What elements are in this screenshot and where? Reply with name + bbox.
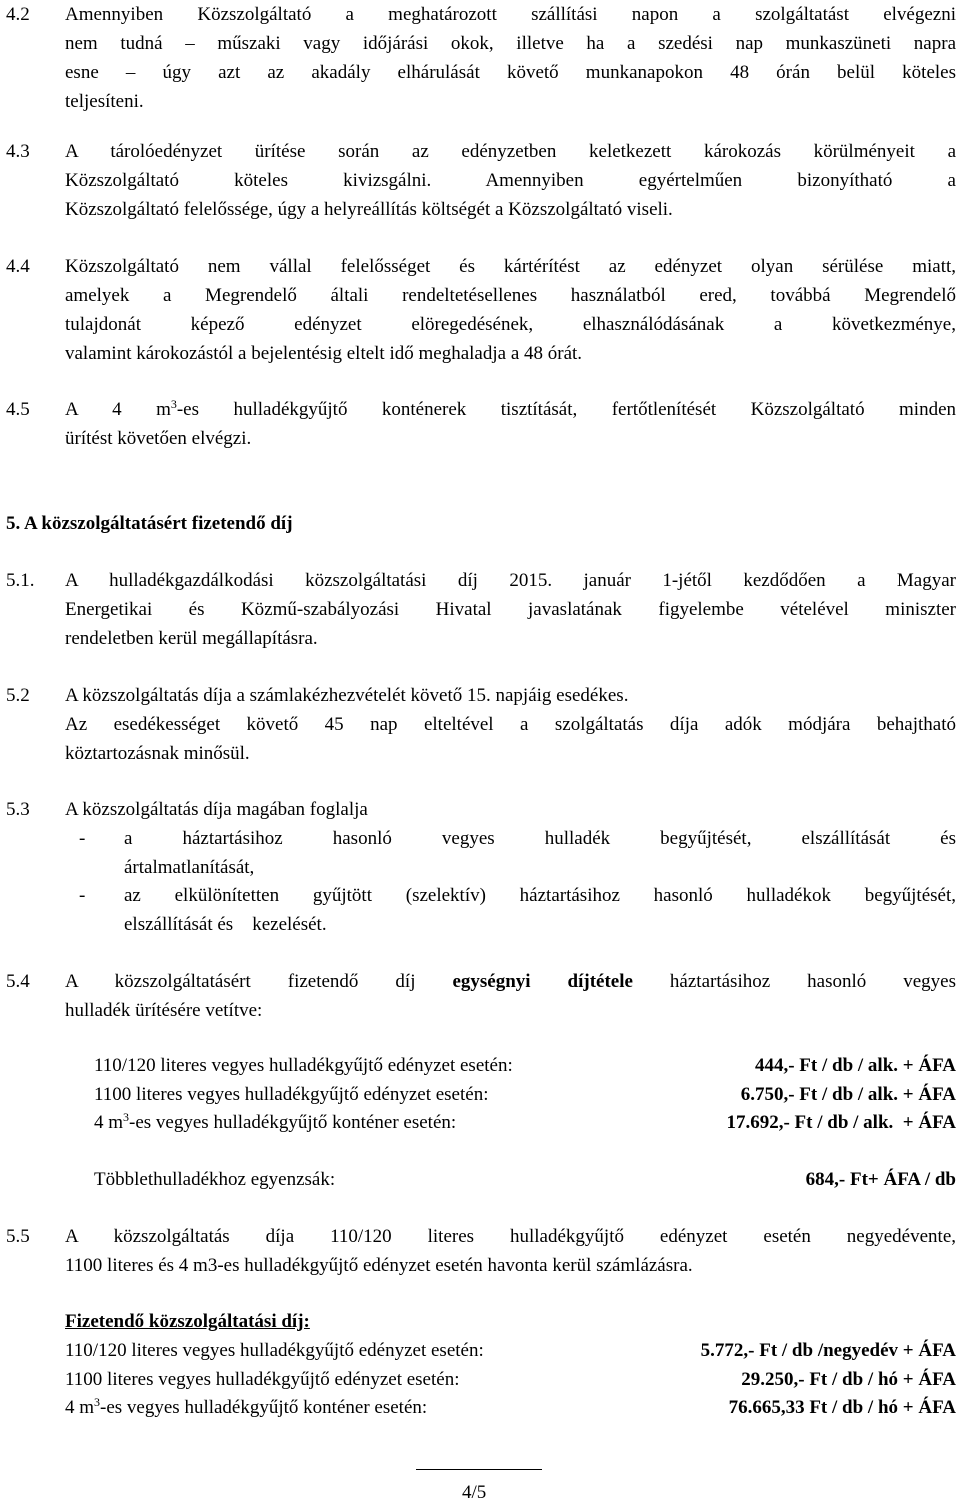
text-line: 1100 literes és 4 m3-es hulladékgyűjtő edényzet esetén havonta kerül számlázásra. bbox=[65, 1255, 693, 1276]
paragraph-5-2 bbox=[6, 681, 956, 768]
paragraph-number: 4.4 bbox=[6, 256, 30, 277]
bold-term: egységnyi díjtétele bbox=[452, 971, 633, 992]
price-label: 4 $m^3-es$ vegyes hulladékgyűjtő konténer esetén: bbox=[65, 1395, 428, 1418]
price-row bbox=[94, 1108, 956, 1137]
text-line: hulladék ürítésére vetítve: bbox=[65, 1000, 263, 1021]
paragraph-number: 5.5 bbox=[6, 1226, 30, 1247]
paragraph-5-4 bbox=[6, 967, 956, 1025]
text-line: A közszolgáltatás díja magában foglalja bbox=[65, 799, 368, 820]
text-line: Közszolgáltató felelőssége, úgy a helyreállítás költségét a Közszolgáltató viseli. bbox=[65, 199, 673, 220]
superscript: 3 bbox=[94, 1395, 101, 1409]
page-number: 4/5 bbox=[462, 1482, 487, 1503]
price-value: 17.692,- Ft / db / alk. + ÁFA bbox=[726, 1112, 956, 1133]
price-row bbox=[94, 1051, 956, 1080]
price-value: 444,- Ft / db / alk. + ÁFA bbox=[754, 1055, 956, 1076]
text-line: ártalmatlanítását, bbox=[124, 857, 255, 878]
price-label: 110/120 literes vegyes hulladékgyűjtő edényzet esetén: bbox=[94, 1055, 513, 1076]
price-label: Többlethulladékhoz egyenzsák: bbox=[94, 1169, 336, 1190]
text-line: Amennyiben Közszolgáltató a meghatározott szállítási napon a szolgáltatást elvégezni bbox=[65, 4, 956, 25]
text-line: esne – úgy azt az akadály elhárulását követő munkanapokon 48 órán belül köteles bbox=[65, 62, 956, 83]
text-line: A közszolgáltatás díja 110/120 literes hulladékgyűjtő edényzet esetén negyedévente, bbox=[65, 1226, 956, 1247]
price-value: 76.665,33 Ft / db / hó + ÁFA bbox=[728, 1397, 956, 1418]
text-line: Közszolgáltató nem vállal felelősséget és kártérítést az edényzet olyan sérülése miatt, bbox=[65, 256, 956, 277]
superscript: 3 bbox=[170, 397, 177, 411]
text-line: teljesíteni. bbox=[65, 91, 144, 112]
bullet-item bbox=[65, 881, 956, 939]
text-line: Közszolgáltató köteles kivizsgálni. Amennyiben egyértelműen bizonyítható a bbox=[65, 170, 956, 191]
text-line: rendeletben kerül megállapításra. bbox=[65, 628, 318, 649]
bullet-dash: - bbox=[79, 828, 86, 849]
paragraph-5-5 bbox=[6, 1222, 956, 1280]
payable-row bbox=[65, 1393, 956, 1422]
price-label: 1100 literes vegyes hulladékgyűjtő edényzet esetén: bbox=[94, 1084, 489, 1105]
price-value: 6.750,- Ft / db / alk. + ÁFA bbox=[740, 1084, 956, 1105]
text-line: Az esedékességet követő 45 nap elteltével a szolgáltatás díja adók módjára behajtható bbox=[65, 714, 956, 735]
text-line: elszállítását és kezelését. bbox=[124, 914, 327, 935]
text-line: köztartozásnak minősül. bbox=[65, 743, 250, 764]
footer-rule-top bbox=[416, 1469, 542, 1470]
text-line: az elkülönítetten gyűjtött (szelektív) háztartásihoz hasonló hulladékok begyűjtését, bbox=[124, 885, 956, 906]
paragraph-number: 5.2 bbox=[6, 685, 30, 706]
paragraph-4-5 bbox=[6, 395, 956, 453]
price-label: 4 $m^3-es$ vegyes hulladékgyűjtő konténer esetén: bbox=[94, 1110, 457, 1133]
paragraph-4-3 bbox=[6, 137, 956, 224]
price-value: 29.250,- Ft / db / hó + ÁFA bbox=[741, 1369, 956, 1390]
payable-heading-row bbox=[65, 1307, 956, 1336]
paragraph-number: 4.5 bbox=[6, 399, 30, 420]
price-row bbox=[94, 1080, 956, 1109]
text-line: valamint károkozástól a bejelentésig eltelt idő meghaladja a 48 órát. bbox=[65, 343, 583, 364]
text-line: nem tudná – műszaki vagy időjárási okok, illetve ha a szedési nap munkaszüneti napra bbox=[65, 33, 956, 54]
text-line bbox=[65, 395, 956, 424]
text-line: tulajdonát képező edényzet elöregedésének, elhasználódásának a következménye, bbox=[65, 314, 956, 335]
text-fragment: A közszolgáltatásért fizetendő díj bbox=[65, 971, 453, 992]
bullet-item bbox=[65, 824, 956, 882]
text-line: A hulladékgazdálkodási közszolgáltatási díj 2015. január 1-jétől kezdődően a Magyar bbox=[65, 570, 956, 591]
price-value: 5.772,- Ft / db /negyedév + ÁFA bbox=[700, 1340, 956, 1361]
price-value: 684,- Ft+ ÁFA / db bbox=[805, 1169, 956, 1190]
text-line bbox=[65, 967, 956, 996]
payable-heading: Fizetendő közszolgáltatási díj: bbox=[65, 1311, 310, 1332]
section-heading: 5. A közszolgáltatásért fizetendő díj bbox=[6, 513, 293, 534]
price-label: 110/120 literes vegyes hulladékgyűjtő edényzet esetén: bbox=[65, 1340, 484, 1361]
paragraph-number: 5.4 bbox=[6, 971, 30, 992]
payable-row bbox=[65, 1365, 956, 1394]
superscript: 3 bbox=[123, 1110, 130, 1124]
text-line: A tárolóedényzet ürítése során az edényzetben keletkezett károkozás körülményeit a bbox=[65, 141, 956, 162]
bullet-dash: - bbox=[79, 885, 86, 906]
text-fragment: A 4 m bbox=[65, 399, 171, 420]
paragraph-4-2 bbox=[6, 0, 956, 116]
text-line: a háztartásihoz hasonló vegyes hulladék begyűjtését, elszállítását és bbox=[124, 828, 956, 849]
paragraph-number: 4.3 bbox=[6, 141, 30, 162]
extra-waste-row bbox=[94, 1165, 956, 1194]
text-line: ürítést követően elvégzi. bbox=[65, 428, 252, 449]
paragraph-5-1 bbox=[6, 566, 956, 653]
text-fragment: háztartásihoz hasonló vegyes bbox=[632, 971, 956, 992]
paragraph-number: 5.3 bbox=[6, 799, 30, 820]
payable-row bbox=[65, 1336, 956, 1365]
paragraph-5-3 bbox=[6, 795, 956, 824]
price-label: 1100 literes vegyes hulladékgyűjtő edényzet esetén: bbox=[65, 1369, 460, 1390]
text-line: Energetikai és Közmű-szabályozási Hivatal javaslatának figyelembe vételével miniszter bbox=[65, 599, 956, 620]
text-line: amelyek a Megrendelő általi rendeltetésellenes használatból ered, továbbá Megrendelő bbox=[65, 285, 956, 306]
text-line: A közszolgáltatás díja a számlakézhezvételét követő 15. napjáig esedékes. bbox=[65, 685, 629, 706]
paragraph-number: 4.2 bbox=[6, 4, 30, 25]
paragraph-number: 5.1. bbox=[6, 570, 35, 591]
paragraph-4-4 bbox=[6, 252, 956, 368]
text-fragment: -es hulladékgyűjtő konténerek tisztítását, fertőtlenítését Közszolgáltató minden bbox=[176, 399, 957, 420]
